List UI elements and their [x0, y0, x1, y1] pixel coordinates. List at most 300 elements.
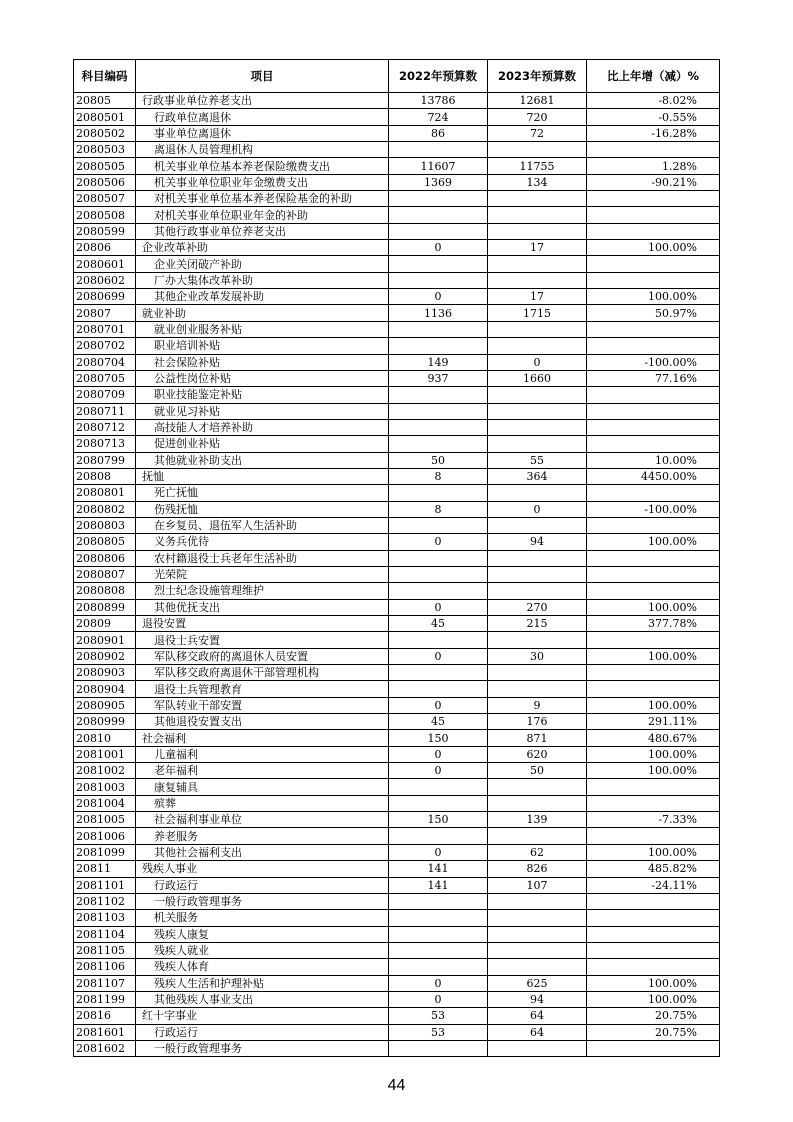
- table-row: [74, 289, 720, 305]
- table-row: [74, 566, 720, 582]
- cell-2023-budget: [488, 583, 587, 599]
- cell-code: 2081103: [74, 910, 136, 926]
- table-row: [74, 959, 720, 975]
- cell-change-percent: [587, 272, 720, 288]
- cell-code: 2081002: [74, 763, 136, 779]
- cell-item-name: 其他残疾人事业支出: [136, 991, 389, 1007]
- cell-change-percent: 100.00%: [587, 697, 720, 713]
- cell-code: 2081105: [74, 942, 136, 958]
- cell-code: 2080807: [74, 566, 136, 582]
- cell-code: 2081101: [74, 877, 136, 893]
- cell-2023-budget: 364: [488, 468, 587, 484]
- cell-change-percent: -7.33%: [587, 812, 720, 828]
- cell-2023-budget: 826: [488, 861, 587, 877]
- cell-2023-budget: 50: [488, 763, 587, 779]
- cell-code: 2080502: [74, 125, 136, 141]
- cell-2022-budget: [389, 828, 488, 844]
- cell-item-name: 抚恤: [136, 468, 389, 484]
- cell-2022-budget: 149: [389, 354, 488, 370]
- cell-item-name: 在乡复员、退伍军人生活补助: [136, 517, 389, 533]
- cell-code: 20805: [74, 93, 136, 109]
- cell-item-name: 一般行政管理事务: [136, 1040, 389, 1056]
- cell-2022-budget: [389, 517, 488, 533]
- cell-2023-budget: [488, 485, 587, 501]
- cell-2023-budget: [488, 828, 587, 844]
- cell-2022-budget: [389, 403, 488, 419]
- table-row: [74, 223, 720, 239]
- cell-code: 2080801: [74, 485, 136, 501]
- cell-change-percent: 20.75%: [587, 1024, 720, 1040]
- cell-item-name: 事业单位离退休: [136, 125, 389, 141]
- table-row: [74, 1008, 720, 1024]
- cell-code: 2080904: [74, 681, 136, 697]
- cell-item-name: 企业改革补助: [136, 240, 389, 256]
- table-row: [74, 877, 720, 893]
- cell-item-name: 残疾人体育: [136, 959, 389, 975]
- cell-change-percent: 100.00%: [587, 289, 720, 305]
- cell-2023-budget: [488, 779, 587, 795]
- table-row: [74, 697, 720, 713]
- cell-2023-budget: [488, 403, 587, 419]
- cell-2022-budget: [389, 321, 488, 337]
- cell-2023-budget: 17: [488, 240, 587, 256]
- table-row: [74, 828, 720, 844]
- cell-code: 2080709: [74, 387, 136, 403]
- cell-change-percent: 100.00%: [587, 599, 720, 615]
- cell-2022-budget: 0: [389, 975, 488, 991]
- cell-change-percent: 485.82%: [587, 861, 720, 877]
- cell-code: 20809: [74, 616, 136, 632]
- table-body: [74, 93, 720, 1057]
- cell-2023-budget: 1660: [488, 370, 587, 386]
- table-row: [74, 665, 720, 681]
- cell-code: 2080503: [74, 142, 136, 158]
- cell-code: 2080902: [74, 648, 136, 664]
- table-row: [74, 599, 720, 615]
- table-row: [74, 240, 720, 256]
- cell-change-percent: 100.00%: [587, 991, 720, 1007]
- cell-2022-budget: 724: [389, 109, 488, 125]
- cell-code: 2080799: [74, 452, 136, 468]
- header-code: 科目编码: [74, 60, 136, 93]
- cell-2023-budget: 72: [488, 125, 587, 141]
- table-row: [74, 550, 720, 566]
- cell-item-name: 行政运行: [136, 877, 389, 893]
- cell-2023-budget: 64: [488, 1024, 587, 1040]
- cell-2022-budget: 141: [389, 877, 488, 893]
- cell-code: 2080704: [74, 354, 136, 370]
- table-row: [74, 779, 720, 795]
- cell-2023-budget: [488, 387, 587, 403]
- table-row: [74, 125, 720, 141]
- cell-2023-budget: 270: [488, 599, 587, 615]
- cell-2022-budget: 141: [389, 861, 488, 877]
- cell-item-name: 其他企业改革发展补助: [136, 289, 389, 305]
- cell-change-percent: [587, 321, 720, 337]
- cell-code: 2081005: [74, 812, 136, 828]
- cell-2022-budget: 8: [389, 501, 488, 517]
- table-row: [74, 370, 720, 386]
- cell-item-name: 退役士兵管理教育: [136, 681, 389, 697]
- cell-code: 2081004: [74, 795, 136, 811]
- cell-2023-budget: 215: [488, 616, 587, 632]
- cell-change-percent: [587, 779, 720, 795]
- cell-change-percent: 291.11%: [587, 714, 720, 730]
- cell-change-percent: 100.00%: [587, 975, 720, 991]
- cell-2023-budget: [488, 436, 587, 452]
- cell-item-name: 烈士纪念设施管理维护: [136, 583, 389, 599]
- cell-code: 2080802: [74, 501, 136, 517]
- table-row: [74, 1040, 720, 1056]
- cell-item-name: 机关事业单位基本养老保险缴费支出: [136, 158, 389, 174]
- table-row: [74, 730, 720, 746]
- cell-change-percent: [587, 485, 720, 501]
- cell-2022-budget: [389, 583, 488, 599]
- cell-2022-budget: 0: [389, 648, 488, 664]
- cell-item-name: 光荣院: [136, 566, 389, 582]
- cell-2022-budget: [389, 893, 488, 909]
- cell-code: 2081602: [74, 1040, 136, 1056]
- cell-item-name: 社会福利事业单位: [136, 812, 389, 828]
- cell-item-name: 其他社会福利支出: [136, 844, 389, 860]
- cell-code: 2080806: [74, 550, 136, 566]
- table-row: [74, 468, 720, 484]
- cell-2023-budget: 11755: [488, 158, 587, 174]
- cell-change-percent: [587, 223, 720, 239]
- cell-item-name: 残疾人生活和护理补贴: [136, 975, 389, 991]
- cell-change-percent: [587, 517, 720, 533]
- table-row: [74, 419, 720, 435]
- cell-2023-budget: 0: [488, 354, 587, 370]
- table-row: [74, 926, 720, 942]
- cell-2022-budget: [389, 632, 488, 648]
- cell-item-name: 就业补助: [136, 305, 389, 321]
- cell-change-percent: 1.28%: [587, 158, 720, 174]
- cell-item-name: 退役安置: [136, 616, 389, 632]
- cell-2023-budget: 94: [488, 991, 587, 1007]
- budget-table: [73, 59, 720, 1057]
- cell-2023-budget: [488, 142, 587, 158]
- table-row: [74, 354, 720, 370]
- cell-2023-budget: 134: [488, 174, 587, 190]
- cell-2023-budget: [488, 550, 587, 566]
- cell-2023-budget: [488, 223, 587, 239]
- cell-2023-budget: [488, 926, 587, 942]
- cell-change-percent: [587, 583, 720, 599]
- table-row: [74, 991, 720, 1007]
- cell-change-percent: [587, 436, 720, 452]
- cell-item-name: 红十字事业: [136, 1008, 389, 1024]
- table-row: [74, 910, 720, 926]
- cell-change-percent: 20.75%: [587, 1008, 720, 1024]
- cell-change-percent: [587, 942, 720, 958]
- cell-change-percent: 100.00%: [587, 648, 720, 664]
- table-row: [74, 272, 720, 288]
- table-row: [74, 403, 720, 419]
- cell-code: 20810: [74, 730, 136, 746]
- cell-item-name: 养老服务: [136, 828, 389, 844]
- cell-item-name: 促进创业补贴: [136, 436, 389, 452]
- cell-2022-budget: [389, 959, 488, 975]
- table-row: [74, 256, 720, 272]
- table-row: [74, 812, 720, 828]
- cell-item-name: 公益性岗位补贴: [136, 370, 389, 386]
- cell-code: 2081001: [74, 746, 136, 762]
- cell-2022-budget: 45: [389, 616, 488, 632]
- cell-item-name: 机关服务: [136, 910, 389, 926]
- cell-2023-budget: 107: [488, 877, 587, 893]
- table-row: [74, 93, 720, 109]
- table-row: [74, 191, 720, 207]
- cell-item-name: 康复辅具: [136, 779, 389, 795]
- cell-2023-budget: [488, 795, 587, 811]
- cell-code: 2080803: [74, 517, 136, 533]
- cell-2022-budget: [389, 566, 488, 582]
- cell-code: 2081601: [74, 1024, 136, 1040]
- cell-item-name: 退役士兵安置: [136, 632, 389, 648]
- cell-code: 2080711: [74, 403, 136, 419]
- cell-2022-budget: 1136: [389, 305, 488, 321]
- cell-2022-budget: [389, 436, 488, 452]
- cell-2023-budget: [488, 256, 587, 272]
- cell-2022-budget: [389, 910, 488, 926]
- cell-code: 2081099: [74, 844, 136, 860]
- cell-2022-budget: [389, 942, 488, 958]
- table-row: [74, 616, 720, 632]
- cell-code: 2081199: [74, 991, 136, 1007]
- cell-change-percent: 100.00%: [587, 763, 720, 779]
- cell-change-percent: [587, 142, 720, 158]
- cell-2022-budget: [389, 681, 488, 697]
- cell-change-percent: [587, 403, 720, 419]
- cell-item-name: 行政运行: [136, 1024, 389, 1040]
- cell-change-percent: [587, 959, 720, 975]
- cell-2023-budget: [488, 517, 587, 533]
- table-row: [74, 632, 720, 648]
- cell-item-name: 社会保险补贴: [136, 354, 389, 370]
- cell-2023-budget: 625: [488, 975, 587, 991]
- table-row: [74, 207, 720, 223]
- cell-change-percent: [587, 795, 720, 811]
- table-row: [74, 109, 720, 125]
- cell-change-percent: 4450.00%: [587, 468, 720, 484]
- cell-2023-budget: 94: [488, 534, 587, 550]
- cell-change-percent: [587, 419, 720, 435]
- cell-2022-budget: 0: [389, 289, 488, 305]
- cell-2022-budget: [389, 779, 488, 795]
- cell-item-name: 就业创业服务补贴: [136, 321, 389, 337]
- cell-item-name: 其他就业补助支出: [136, 452, 389, 468]
- cell-item-name: 儿童福利: [136, 746, 389, 762]
- cell-item-name: 一般行政管理事务: [136, 893, 389, 909]
- cell-code: 2080508: [74, 207, 136, 223]
- table-header-row: [74, 60, 720, 93]
- cell-item-name: 其他优抚支出: [136, 599, 389, 615]
- table-row: [74, 942, 720, 958]
- cell-item-name: 军队移交政府的离退休人员安置: [136, 648, 389, 664]
- cell-code: 20808: [74, 468, 136, 484]
- cell-item-name: 残疾人事业: [136, 861, 389, 877]
- cell-change-percent: [587, 681, 720, 697]
- page-number: 44: [387, 1077, 406, 1094]
- cell-code: 2080507: [74, 191, 136, 207]
- cell-item-name: 农村籍退役士兵老年生活补助: [136, 550, 389, 566]
- cell-code: 2080712: [74, 419, 136, 435]
- cell-2022-budget: [389, 338, 488, 354]
- cell-item-name: 伤残抚恤: [136, 501, 389, 517]
- cell-item-name: 义务兵优待: [136, 534, 389, 550]
- cell-item-name: 其他行政事业单位养老支出: [136, 223, 389, 239]
- cell-item-name: 行政单位离退休: [136, 109, 389, 125]
- cell-code: 2080501: [74, 109, 136, 125]
- table-row: [74, 452, 720, 468]
- cell-item-name: 高技能人才培养补助: [136, 419, 389, 435]
- cell-change-percent: 10.00%: [587, 452, 720, 468]
- cell-2022-budget: 0: [389, 844, 488, 860]
- table-row: [74, 321, 720, 337]
- cell-2022-budget: [389, 272, 488, 288]
- table-row: [74, 893, 720, 909]
- cell-2023-budget: [488, 665, 587, 681]
- table-row: [74, 517, 720, 533]
- cell-change-percent: -24.11%: [587, 877, 720, 893]
- cell-2023-budget: 0: [488, 501, 587, 517]
- cell-2022-budget: 53: [389, 1008, 488, 1024]
- cell-change-percent: -16.28%: [587, 125, 720, 141]
- cell-code: 2080702: [74, 338, 136, 354]
- cell-change-percent: [587, 632, 720, 648]
- table-row: [74, 142, 720, 158]
- cell-code: 20807: [74, 305, 136, 321]
- cell-code: 2080506: [74, 174, 136, 190]
- cell-2023-budget: [488, 566, 587, 582]
- table-row: [74, 387, 720, 403]
- table-row: [74, 338, 720, 354]
- cell-code: 20811: [74, 861, 136, 877]
- cell-2022-budget: 86: [389, 125, 488, 141]
- cell-2022-budget: 13786: [389, 93, 488, 109]
- table-row: [74, 844, 720, 860]
- cell-2023-budget: [488, 632, 587, 648]
- cell-2023-budget: [488, 942, 587, 958]
- table-row: [74, 975, 720, 991]
- cell-2022-budget: [389, 926, 488, 942]
- cell-change-percent: -0.55%: [587, 109, 720, 125]
- cell-item-name: 职业培训补贴: [136, 338, 389, 354]
- cell-item-name: 社会福利: [136, 730, 389, 746]
- cell-item-name: 就业见习补贴: [136, 403, 389, 419]
- cell-change-percent: [587, 338, 720, 354]
- cell-change-percent: 77.16%: [587, 370, 720, 386]
- header-item: 项目: [136, 60, 389, 93]
- cell-change-percent: 377.78%: [587, 616, 720, 632]
- cell-2023-budget: [488, 338, 587, 354]
- cell-2023-budget: 1715: [488, 305, 587, 321]
- table-row: [74, 746, 720, 762]
- cell-2023-budget: 139: [488, 812, 587, 828]
- cell-2023-budget: 12681: [488, 93, 587, 109]
- cell-change-percent: [587, 1040, 720, 1056]
- cell-2022-budget: 0: [389, 534, 488, 550]
- cell-2022-budget: [389, 1040, 488, 1056]
- cell-code: 2080805: [74, 534, 136, 550]
- cell-change-percent: 100.00%: [587, 844, 720, 860]
- cell-2023-budget: [488, 321, 587, 337]
- cell-change-percent: [587, 828, 720, 844]
- cell-change-percent: -100.00%: [587, 501, 720, 517]
- cell-item-name: 军队转业干部安置: [136, 697, 389, 713]
- cell-2022-budget: 0: [389, 599, 488, 615]
- cell-change-percent: [587, 566, 720, 582]
- cell-item-name: 残疾人康复: [136, 926, 389, 942]
- cell-item-name: 厂办大集体改革补助: [136, 272, 389, 288]
- cell-code: 2081003: [74, 779, 136, 795]
- cell-code: 2081107: [74, 975, 136, 991]
- cell-code: 20806: [74, 240, 136, 256]
- table-row: [74, 763, 720, 779]
- cell-2022-budget: [389, 256, 488, 272]
- cell-2022-budget: 150: [389, 730, 488, 746]
- cell-2022-budget: 53: [389, 1024, 488, 1040]
- cell-code: 2080901: [74, 632, 136, 648]
- table-row: [74, 436, 720, 452]
- cell-code: 2080599: [74, 223, 136, 239]
- cell-change-percent: [587, 387, 720, 403]
- cell-item-name: 殡葬: [136, 795, 389, 811]
- table-row: [74, 534, 720, 550]
- cell-2023-budget: [488, 419, 587, 435]
- cell-code: 2080505: [74, 158, 136, 174]
- cell-code: 2080899: [74, 599, 136, 615]
- cell-2023-budget: [488, 191, 587, 207]
- cell-code: 20816: [74, 1008, 136, 1024]
- cell-code: 2080903: [74, 665, 136, 681]
- table-row: [74, 174, 720, 190]
- cell-item-name: 对机关事业单位基本养老保险基金的补助: [136, 191, 389, 207]
- cell-2022-budget: 0: [389, 746, 488, 762]
- cell-code: 2080905: [74, 697, 136, 713]
- cell-item-name: 对机关事业单位职业年金的补助: [136, 207, 389, 223]
- cell-2023-budget: [488, 893, 587, 909]
- cell-2023-budget: [488, 959, 587, 975]
- cell-2023-budget: [488, 272, 587, 288]
- cell-code: 2081104: [74, 926, 136, 942]
- cell-2022-budget: [389, 550, 488, 566]
- cell-2022-budget: [389, 795, 488, 811]
- cell-2022-budget: [389, 419, 488, 435]
- header-2022-budget: 2022年预算数: [389, 60, 488, 93]
- cell-2023-budget: 55: [488, 452, 587, 468]
- cell-code: 2080808: [74, 583, 136, 599]
- cell-2023-budget: 871: [488, 730, 587, 746]
- cell-2023-budget: 620: [488, 746, 587, 762]
- cell-item-name: 死亡抚恤: [136, 485, 389, 501]
- cell-item-name: 老年福利: [136, 763, 389, 779]
- table-row: [74, 485, 720, 501]
- cell-2022-budget: 937: [389, 370, 488, 386]
- cell-2023-budget: 9: [488, 697, 587, 713]
- cell-code: 2081106: [74, 959, 136, 975]
- cell-2023-budget: [488, 207, 587, 223]
- cell-change-percent: -8.02%: [587, 93, 720, 109]
- table-row: [74, 1024, 720, 1040]
- cell-code: 2081006: [74, 828, 136, 844]
- cell-change-percent: [587, 893, 720, 909]
- cell-change-percent: [587, 207, 720, 223]
- table-row: [74, 158, 720, 174]
- cell-2022-budget: [389, 387, 488, 403]
- cell-change-percent: [587, 926, 720, 942]
